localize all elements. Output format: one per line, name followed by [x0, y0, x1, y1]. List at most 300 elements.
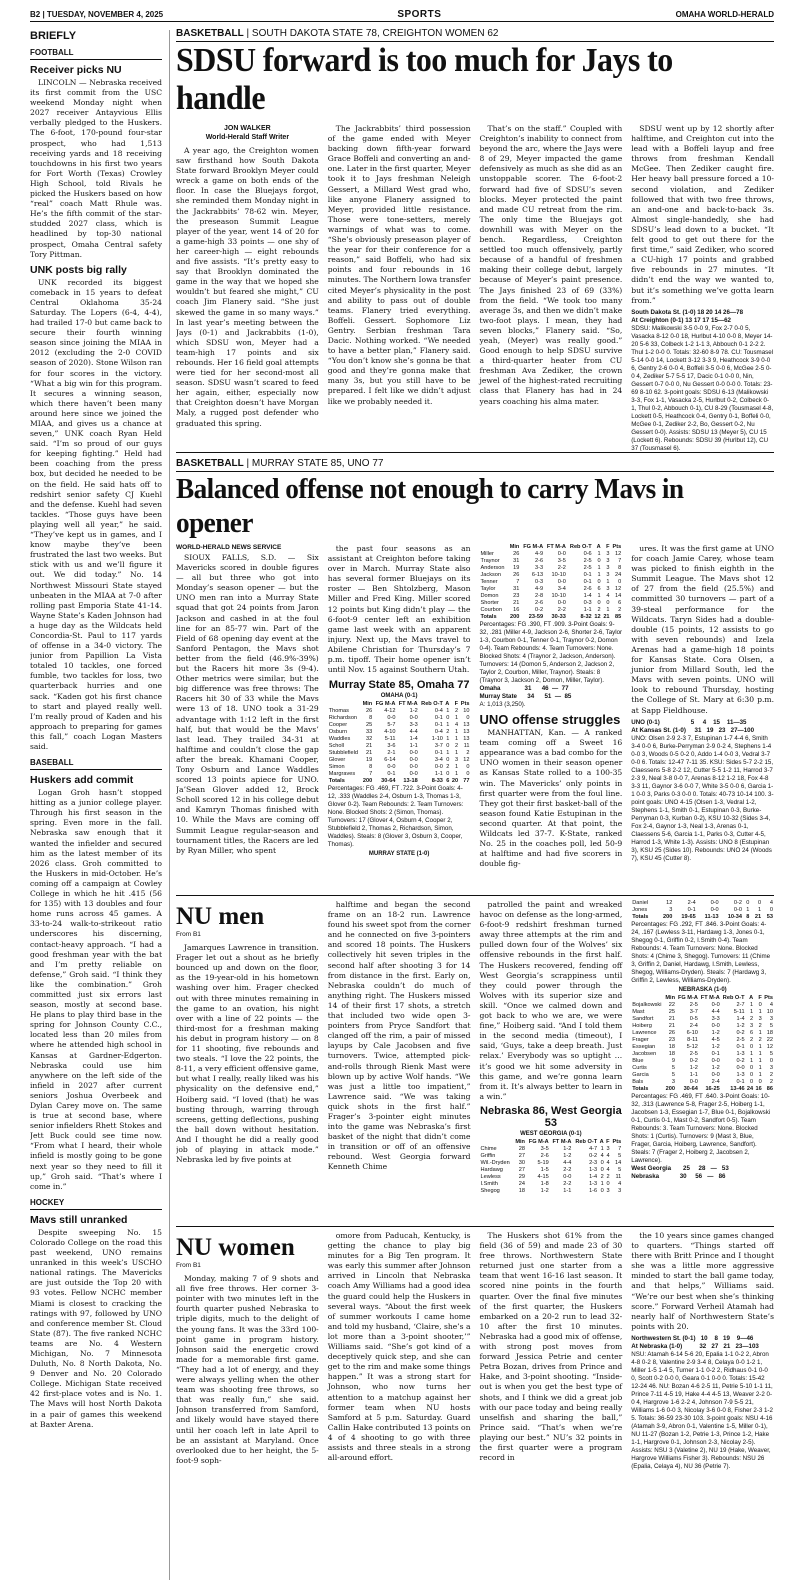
table-cell: 21 — [603, 614, 610, 620]
header-cell: Pts — [460, 701, 470, 708]
story-sdsu — [176, 28, 774, 451]
story-text: SIOUX FALLS, S.D. — Six Mavericks scored in double figures — all but three who got into Monday’s season opener — but the UNO men ran into a Murray State squad that got 24 points from Jaron Jackson and cashed in at the foul line for an 85-77 win. Part of the Field of 68 opening day event at the Sanford Pentagon, the Mavs shot better from the field (46.9%-39%) but the Racers hit more 3s (9-4). Other metrics were similar, but the big difference was free throws: The Racers hit 30 of 33 while the Mavs were 13 of 18. UNO took a 31-29 advantage with 1:12 left in the first half, but that would be the Mavs’ last lead. They trailed 34-31 at halftime and couldn’t close the gap after the break. Khamani Cooper, Tony Osburn and Lance Waddles scored 13 points apiece for UNO. Ja’Sean Glover added 12, Brock Scholl scored 12 in his college debut and Kamryn Thomas finished with 10. While the Mavs are coming off Summit League regular-season and tournament titles, the Racers are led by Ryan Miller, who spent — [176, 553, 319, 855]
table-cell: 0-3 — [583, 600, 592, 606]
table-cell: Traynor — [480, 558, 500, 564]
header-cell: F — [606, 1138, 610, 1145]
boxscore-team: NEBRASKA (1-0) — [678, 987, 727, 993]
table-cell: 1 — [597, 593, 601, 599]
story-column — [480, 900, 623, 1218]
table-cell: 2-6 — [535, 558, 544, 564]
table-cell: 0-1 — [387, 771, 396, 778]
table-cell: 2 — [769, 1079, 773, 1086]
kicker-result: | SOUTH DAKOTA STATE 78, CREIGHTON WOMEN 62 — [243, 28, 499, 39]
table-cell: 2-5 — [689, 1051, 698, 1058]
table-cell: 4 — [606, 1159, 610, 1166]
table-cell: 2 — [466, 750, 470, 757]
table-cell: 0 — [600, 1159, 604, 1166]
table-cell: 0-0 — [711, 1072, 720, 1079]
table-cell: 2-5 — [583, 558, 592, 564]
header-cell: Reb O-T — [569, 544, 592, 550]
table-row — [480, 1160, 623, 1167]
header-cell: FG M-A — [677, 995, 698, 1002]
table-cell: 3 — [769, 1016, 773, 1023]
table-cell: 4 — [769, 1002, 773, 1009]
table-cell: Taylor — [480, 586, 496, 592]
table-cell: 2-4 — [689, 1023, 698, 1030]
paper-name: OMAHA WORLD-HERALD — [675, 10, 774, 19]
header-cell: FT M-A — [552, 1138, 572, 1145]
table-cell: Bals — [632, 1079, 644, 1086]
header-cell: A — [599, 1138, 604, 1145]
table-cell: 1 — [758, 1051, 762, 1058]
table-cell: 10-10 — [551, 593, 566, 599]
table-cell: Bojalkowski — [632, 1002, 662, 1009]
table-cell: 19 — [366, 757, 373, 764]
table-cell: Margraves — [328, 771, 356, 778]
totals-row — [480, 614, 623, 621]
table-cell: Jones — [632, 907, 648, 913]
brief-body: Logan Groh hasn’t stopped hitting as a junior college player. Through his first season in the spring. Even more in the fall. Nebraska saw enough that it wanted the infielder and secured him as the latest member of its 2026 class. Groh committed to the Huskers in mid-October. He’s coming off a campaign at Cowley College in which he hit .415 (56 for 135) with 13 doubles and four home runs across 45 games. A 33-to-24 walk-to-strikeout ratio underscores his discerning, contact-heavy approach. “I had a good freshman year with the bat and I’m pretty reliable on defense,” Groh said. “I think they like the combination.” Groh committed just six errors last season, mostly at second base. He plans to play third base in the spring for Johnson County C.C., located less than 20 miles from where he attended high school in Kansas at Gardner-Edgerton. Nebraska could use him anywhere on the left side of the infield in 2027 after current seniors Joshua Overbeek and Dylan Carey move on. The same is true at second base, where senior infielders Rhett Stokes and Jett Buck could see time now. “From what I heard, their whole infield is mostly going to be gone next year so they need to fill it up,” Groh said. “That’s where I come in.” — [30, 788, 162, 1191]
table-cell: 0-1 — [736, 1079, 745, 1086]
story-column — [176, 900, 319, 1218]
table-cell: Mast — [632, 1009, 645, 1016]
table-cell: 3 — [606, 558, 610, 564]
table-cell: 5-11 — [733, 1009, 745, 1016]
baseball-section: BASEBALL — [30, 758, 162, 770]
table-cell: 0 — [446, 757, 450, 764]
box-line: UNO (0-1) 5 4 15 11—35 — [631, 718, 747, 726]
table-cell: 200 — [509, 614, 520, 620]
table-cell: 0-0 — [733, 907, 743, 913]
table-cell: 0-2 — [689, 1058, 698, 1065]
table-cell: Thomas — [328, 708, 349, 715]
table-cell: 0-2 — [736, 1058, 745, 1065]
page-header: B2 | TUESDAY, NOVEMBER 4, 2025 SPORTS OMAHA WORLD-HERALD — [30, 9, 774, 20]
table-cell: 23 — [513, 593, 520, 599]
table-cell: 0-0 — [736, 1065, 745, 1072]
table-cell: 2 — [618, 607, 622, 613]
table-cell: 1 — [750, 1058, 754, 1065]
table-cell: 21 — [668, 1016, 676, 1023]
table-cell: Jacobsen — [632, 1051, 657, 1058]
boxscore-team: MURRAY STATE (1-0) — [368, 851, 430, 858]
header-cell: Pts — [764, 995, 773, 1002]
table-cell: 22 — [668, 1002, 676, 1009]
table-row — [480, 1146, 623, 1153]
table-cell: 1-4 — [409, 736, 418, 743]
table-cell: 0 — [618, 579, 622, 585]
table-cell: 77 — [463, 778, 470, 785]
hockey-section: HOCKEY — [30, 1198, 162, 1210]
brief-headline: UNK posts big rally — [30, 263, 127, 276]
table-cell: 5 — [671, 1065, 676, 1072]
box-score-text: SDSU: Malikowski 3-5 0-0 9, Fox 2-7 0-0 5, Vasacka 8-12 0-0 18, Hurlbut 4-10 0-0 8, Meyer 14-20 5-6 33, Colbeck 1-2 1-1 3, Abbouch 0-1 2-2 2. Thul 1-2 0-0 0. Totals: 32-60 8-9 78. CU: Tousmasel 5-14 0-0 14, Lockett 3-12 3-3 9, Heathcock 3-9 0-0 6, Gentry 2-6 0-0 4, Boffeli 3-5 0-0 6, McGee 2-5 0-0 4, Zediker 5-7 5-5 17, Dacic 0-1 0-0 0, Nin, Gessert 0-7 0-0 0, Nu Gessert 0-0 0-0 0. Totals: 23-69 8-10 62. 3-point goals: SDSU 6-13 (Malikowski 3-3, Fox 1-1, Vasacka 2-5, Hurlbut 0-2, Colbeck 0-1, Thul 0-2, Abbouch 0-1), CU 8-29 (Tousmasel 4-8, Lockett 0-5, Heathcock 0-4, Gentry 0-1, Boffeli 0-0, McGee 0-1, Zediker 2-2, Bo, Gessert 0-2, Nu Gessert 0-0). Assists: SDSU 13 (Meyer 5), CU 15 (Lockett 6). Rebounds: SDSU 39 (Hurlbut 12), CU 37 (Tousmasel 6). — [631, 324, 774, 451]
table-cell: 32 — [366, 736, 373, 743]
table-row — [631, 900, 774, 907]
boxscore-table — [480, 1139, 623, 1195]
table-cell: 0 — [597, 600, 601, 606]
table-cell: 7 — [618, 558, 622, 564]
header-cell: F — [606, 544, 610, 550]
box-line: At Kansas St. (1-0) 31 19 23 27—100 — [631, 726, 755, 734]
table-cell: 0 — [597, 558, 601, 564]
table-cell: 1 — [758, 1065, 762, 1072]
table-row — [631, 1065, 774, 1072]
story-column — [328, 900, 471, 1218]
boxscore-team: OMAHA (0-1) — [380, 693, 418, 700]
table-cell: 27 — [518, 1166, 525, 1173]
table-cell: 21 — [754, 914, 762, 920]
table-cell: 3 — [606, 565, 610, 571]
score-line: Omaha 31 46 — 77 — [479, 685, 569, 692]
table-cell: 2-2 — [563, 1166, 572, 1173]
table-cell: 1 — [597, 565, 601, 571]
box-score-text: NSU: Atamah 6-14 5-6 20, Epalia 1-1 0-2 2, Abron 4-8 0-2 8, Valentine 2-9 3-4 8, Celaya 0-0 1-2 1, Miller 1-5 1-4 5, Turner 1-1 0-2 2, Ridhaus 0-1 0-0 0, Scott 0-2 0-0 0, Geara 0-1 0-0 0. Totals: 15-42 12-24 46. NU: Bozan 4-6 2-5 11, Petrie 5-10 1-1 11, Prince 7-11 4-5 19, Hake 4-4 4-5 13, Weaver 2-2 0-0 4, Hargrove 1-6 2-2 4, Johnson 7-9 5-5 21, Williams 1-6 0-0 3, Nicolay 3-6 0-0 8, Fisher 2-3 1-2 5. Totals: 36-59 23-30 103. 3-point goals: NSU 4-16 (Atamah 3-9, Abron 0-1, Valentine 1-5, Miller 0-1), NU 11-27 (Bozan 1-2, Petrie 1-3, Prince 1-2, Hake 1-1, Hargrove 0-1, Johnson 2-3, Nicolay 2-5). Assists: NSU 3 (Valetine 2), NU 19 (Hake, Weaver, Hargrove Williams Fisher 3). Rebounds: NSU 26 (Epalia, Celaya 4), NU 36 (Petrie 7). — [631, 1350, 773, 1470]
table-row — [480, 1188, 623, 1195]
table-cell: 4 — [618, 1180, 622, 1187]
table-cell: 0-6 — [583, 551, 592, 557]
table-cell: 4-4 — [563, 1159, 572, 1166]
table-cell: 0-1 — [434, 715, 443, 722]
brief-body: UNK recorded its biggest comeback in 15 years to defeat Central Oklahoma 35-24 Saturday. The Lopers (6-4, 4-4), had trailed 17-0 but came back to secure their fourth winning season since joining the MIAA in 2012 (excluding the 2-0 COVID season of 2020). Stone Wilson ran for four scores in the victory. “What a big win for this program. It secures a winning season, which there haven’t been many around here since we joined the MIAA, and gives us a chance at seven,” UNK coach Ryan Held said. “I’m so proud of our guys for keeping fighting.” Held had been coaching from the press box, but decided he needed to be on the field. He said hats off to redshirt senior safety CJ Kuehl and the defense. Kuehl had seven tackles. “Those guys have been playing well all year,” he said. “They’ve kept us in games, and I know maybe they’ve been frustrated the last two weeks. But stick with us and we’ll figure it out. We did today.” No. 14 Northwest Missouri State stayed unbeaten in the MIAA at 7-0 after rolling past Emporia State 41-14. Wayne State’s Kaden Johnson had a huge day as the Wildcats held Concordia-St. Paul to 117 yards of offense in a 34-0 victory. The junior from Papillion La Vista totaled 10 tackles, one forced fumble, two tackles for loss, two quarterback hurries and one sack. “Kaden got his first chance to start and played really well. I’m really proud of Kaden and his approach to preparing for games this fall,” coach Logan Masters said. — [30, 277, 162, 751]
table-row — [480, 551, 623, 558]
table-cell: 0-3 — [535, 579, 544, 585]
table-cell: 3 — [618, 1187, 622, 1194]
score-line: Murray State 34 51 — 85 — [479, 693, 572, 700]
table-cell: 21 — [366, 750, 373, 757]
boxscore-header-row — [328, 701, 471, 708]
table-cell: 4-10 — [384, 729, 396, 736]
table-cell: 13-18 — [403, 778, 418, 785]
table-row — [631, 1044, 774, 1051]
table-cell: 0-1 — [711, 1051, 720, 1058]
header-cell: Reb O-T — [575, 1138, 598, 1145]
table-cell: 14 — [615, 593, 622, 599]
table-cell: 0-1 — [736, 1044, 745, 1051]
table-row — [480, 607, 623, 614]
table-cell: 12 — [666, 900, 673, 906]
header-cell: Reb O-T — [722, 995, 745, 1002]
story-kicker — [176, 28, 774, 42]
table-cell: Miller — [480, 551, 494, 557]
table-cell: 0-0 — [387, 715, 396, 722]
table-cell: 3-6 — [387, 743, 396, 750]
table-cell: 4 — [769, 900, 773, 906]
table-cell: 1 — [454, 771, 459, 778]
table-row — [631, 1002, 774, 1009]
table-cell: 1 — [750, 1002, 754, 1009]
table-cell: 3-4 — [557, 586, 566, 592]
table-cell: 1 — [746, 907, 750, 913]
table-cell: 3 — [606, 572, 610, 578]
header-cell: FT M-A — [700, 995, 720, 1002]
story-text: That’s on the staff.” Coupled with Creighton’s inability to connect from beyond the arc, where the Jays were 8 of 29, Meyer impacted the game defensively as much as she did as an unstoppable scorer. The 6-foot-2 forward had five of SDSU’s seven blocks. Meyer protected the paint and made CU retreat from the rim. The only time the Bluejays got downhill was with Meyer on the bench. Regardless, Creighton settled too much offensively, partly because of a handful of freshmen making their college debut, largely because of Meyer’s paint presence. The Jays finished 23 of 69 (33%) from the field. “We took too many average 3s, and then we didn’t make two-foot plays. I mean, they had seven blocks,” Flanery said. “So, yeah, (Meyer) was really good.” Good enough to help SDSU survive a third-quarter heater from CU freshman Ava Zediker, the crown jewel of the highest-rated recruiting class that Flanery has had in 24 years coaching his alma mater. — [479, 124, 623, 406]
table-row — [328, 771, 471, 778]
table-cell: 8-32 — [580, 614, 592, 620]
table-cell: Scholl — [328, 743, 344, 750]
table-cell: 2-2 — [557, 607, 566, 613]
table-cell: 3-4 — [434, 757, 443, 764]
table-cell: 23-59 — [528, 614, 544, 620]
table-cell: 25 — [366, 722, 373, 729]
table-cell: 0 — [466, 764, 470, 771]
table-cell: Courbon — [480, 607, 502, 613]
table-cell: Shorter — [480, 600, 499, 606]
table-cell: 31 — [513, 586, 520, 592]
table-cell: 1-2 — [689, 1065, 698, 1072]
table-cell: 0-0 — [409, 750, 418, 757]
table-cell: 0 — [750, 1079, 754, 1086]
table-cell: 2-6 — [540, 1152, 549, 1159]
table-cell: 1-10 — [431, 736, 443, 743]
table-row — [631, 1051, 774, 1058]
table-cell: 1 — [454, 729, 459, 736]
table-cell: Richardson — [328, 715, 358, 722]
table-cell: 0-2 — [733, 900, 743, 906]
table-cell: 5-12 — [686, 1044, 698, 1051]
table-cell: 10 — [463, 708, 470, 715]
table-cell: 12 — [594, 614, 601, 620]
table-cell: 30-33 — [551, 614, 566, 620]
table-cell: 2-2 — [563, 1180, 572, 1187]
table-cell: 21 — [668, 1023, 676, 1030]
table-cell: 3-3 — [409, 722, 418, 729]
table-cell: 0-1 — [434, 722, 443, 729]
header-cell: F — [758, 995, 762, 1002]
table-cell: 1-2 — [711, 1065, 720, 1072]
table-row — [328, 722, 471, 729]
table-cell: 4-12 — [384, 708, 396, 715]
table-cell: 13 — [463, 729, 470, 736]
table-cell: 10-34 — [727, 914, 743, 920]
table-cell: 2 — [750, 1016, 754, 1023]
table-cell: 1-4 — [583, 593, 592, 599]
table-cell: 3 — [606, 1187, 610, 1194]
briefly-label: BRIEFLY — [30, 30, 77, 42]
table-cell: 11 — [615, 1173, 622, 1180]
table-cell: 2 — [600, 1173, 604, 1180]
table-cell: 21 — [366, 743, 373, 750]
story-column — [176, 544, 319, 890]
boxscore-notes: Percentages: FG .390, FT .909. 3-Point Goals: 9-32, .281 (Miller 4-9, Jackson 2-6, Shorter 2-6, Taylor 1-3, Courbon 0-1, Tenner 0-1, Traynor 0-2, Domon 0-4). Team Rebounds: 4. Team Turnovers: None. Blocked Shots: 4 (Traynor 2, Jackson, Anderson). Turnovers: 14 (Domon 5, Anderson 2, Jackson 2, Taylor 2, Courbon, Miller, Traynor). Steals: 8 (Traynor 3, Jackson 2, Domon, Miller, Taylor). — [479, 621, 623, 684]
table-cell: 3 — [669, 907, 673, 913]
box-line: South Dakota St. (1-0) 18 20 14 26—78 — [631, 308, 744, 316]
table-cell: 8 — [618, 565, 622, 571]
table-cell: 1 — [758, 1009, 762, 1016]
table-cell: 13-46 — [730, 1086, 745, 1093]
boxscore-table — [631, 995, 774, 1093]
table-cell: 12 — [615, 551, 622, 557]
table-cell: 25 — [668, 1009, 676, 1016]
table-row — [631, 1009, 774, 1016]
table-cell: 5 — [671, 1072, 676, 1079]
table-cell: 1-3 — [589, 1166, 598, 1173]
header-cell: A — [445, 701, 450, 708]
story-column — [328, 544, 471, 890]
table-cell: 8-33 — [431, 778, 443, 785]
table-cell: 2-3 — [589, 1159, 598, 1166]
table-cell: 18 — [766, 1030, 773, 1037]
table-cell: 18 — [668, 1051, 676, 1058]
totals-row — [631, 1086, 774, 1093]
table-cell: 1-2 — [540, 1187, 549, 1194]
table-cell: 1 — [454, 736, 459, 743]
table-cell: 4-9 — [535, 586, 544, 592]
table-cell: 0-0 — [387, 764, 396, 771]
table-cell: 0-1 — [583, 579, 592, 585]
brief-headline: Mavs still unranked — [30, 1213, 128, 1226]
table-cell: Tenner — [480, 579, 498, 585]
table-row — [328, 715, 471, 722]
table-cell: 18 — [518, 1187, 525, 1194]
table-cell: 0 — [769, 907, 773, 913]
page-date: TUESDAY, NOVEMBER 4, 2025 — [46, 10, 164, 19]
header-cell — [480, 544, 508, 551]
score-line: Nebraska 30 56 — 86 — [631, 1173, 726, 1181]
table-cell: 0 — [606, 600, 610, 606]
table-cell: 0-0 — [409, 764, 418, 771]
table-cell: 6 — [618, 600, 622, 606]
header-cell: FT M-A — [546, 544, 566, 550]
table-cell: 30-64 — [683, 1086, 698, 1093]
table-cell: 4 — [600, 1152, 604, 1159]
table-cell: 3-3 — [535, 565, 544, 571]
section-name: SPORTS — [397, 9, 442, 20]
table-cell: 0-4 — [434, 708, 443, 715]
table-cell: 1 — [446, 736, 450, 743]
story-text: A year ago, the Creighton women saw firsthand how South Dakota State forward Brooklyn Meyer could wreck a game on both ends of the floor. In case the Bluejays forgot, she reminded them Monday night in the Jackrabbits’ 78-62 win. Meyer, the preseason Summit League player of the year, went 14 of 20 for a game-high 33 points — one shy of her career-high — eight rebounds and five assists. “It’s pretty easy to say that Brooklyn dominated the game in the way that we hoped she wouldn’t but feared she might,” CU coach Jim Flanery said. “She just skewed the game in so many ways.” In last year’s meeting between the Jays (0-1) and Jackrabbits (1-0), which SDSU won, Meyer had a team-high 17 points and six rebounds. Her 16 field goal attempts were tied for her second-most all season. SDSU wasn’t scared to feed her again, either, especially now that Creighton doesn’t have Morgan Maly, a rugged post defender who graduated this spring. — [176, 146, 319, 428]
header-cell — [631, 995, 664, 1002]
table-row — [631, 1016, 774, 1023]
table-cell: 16 — [755, 1086, 762, 1093]
header-cell: Min — [362, 701, 373, 708]
boxscore-table — [631, 900, 774, 921]
story-column — [328, 1231, 471, 1579]
table-cell: 10-10 — [551, 572, 566, 578]
table-cell: 3 — [758, 1016, 762, 1023]
table-cell: 0 — [750, 1072, 754, 1079]
table-cell: 0-1 — [434, 750, 443, 757]
table-cell: 1 — [758, 1058, 762, 1065]
header-cell: A — [749, 995, 754, 1002]
story-text: the past four seasons as an assistant at Creighton before taking over in March. Murray State also has several former Bluejays on its roster — Ben Shtolzberg, Mason Miller and Fred King. Miller scored 12 points but King didn’t play — the 6-foot-9 center left an exhibition game last week with an apparent injury. Next up, the Mavs travel to Abilene Christian for Thursday’s 7 p.m. tipoff. Their home opener isn’t until Nov. 15 against Southern Utah. — [327, 544, 471, 675]
table-cell: Griffin — [480, 1152, 496, 1159]
header-cell: Pts — [612, 1138, 622, 1145]
header-cell: FG M-A — [375, 701, 396, 708]
table-cell: 26 — [513, 572, 520, 578]
story-headline: SDSU forward is too much for Jays to handle — [176, 42, 673, 117]
table-cell: 1-3 — [736, 1051, 745, 1058]
table-cell: 19-65 — [681, 914, 696, 920]
table-cell: 5-7 — [387, 722, 396, 729]
table-cell: Totals — [480, 614, 497, 620]
table-cell: I.Smith — [480, 1180, 498, 1187]
byline: WORLD-HERALD NEWS SERVICE — [176, 544, 282, 551]
table-cell: Garcia — [632, 1072, 649, 1079]
brief-body: Despite sweeping No. 15 Colorado College on the road this past weekend, UNO remains unranked in this week’s USCHO national ratings. The Mavericks are just outside the Top 20 with 93 votes. Fellow NCHC member Miami is closest to cracking the ratings with 97, followed by UNO and conference member St. Cloud State (87). The five ranked NCHC teams are No. 4 Western Michigan, No. 7 Minnesota Duluth, No. 8 North Dakota, No. 9 Denver and No. 20 Colorado College. Michigan State received 42 first-place votes and is No. 1. The Mavs will host North Dakota in a pair of games this weekend at Baxter Arena. — [30, 1227, 162, 1429]
table-cell: 33 — [366, 729, 373, 736]
table-cell: 3-3 — [711, 1016, 720, 1023]
table-cell: Osburn — [328, 729, 348, 736]
story-column — [480, 544, 623, 890]
table-cell: 3 — [606, 551, 610, 557]
table-cell: 4 — [606, 1166, 610, 1173]
table-cell: 2 — [769, 1072, 773, 1079]
table-cell: 1-3 — [736, 1072, 745, 1079]
table-cell: 1-2 — [736, 1023, 745, 1030]
table-cell: 0-0 — [711, 1002, 720, 1009]
table-cell: 29 — [518, 1173, 525, 1180]
brief-headline: Huskers add commit — [30, 774, 134, 787]
table-cell: 0 — [466, 771, 470, 778]
table-cell: 13 — [463, 722, 470, 729]
table-cell: Frager — [632, 1037, 649, 1044]
table-cell: 3-5 — [557, 558, 566, 564]
table-cell: 0 — [446, 771, 450, 778]
table-cell: Totals — [328, 778, 345, 785]
table-cell: 2 — [750, 1037, 754, 1044]
football-section: FOOTBALL — [30, 48, 162, 60]
table-cell: Cooper — [328, 722, 348, 729]
story-text: the 10 years since games changed to quarters. “Things started off there with Britt Prince and I thought she was a little more aggressive minded to start the ball game today, and that helps,” Williams said. “We’re our best when she’s thinking score.” Forward Verheil Atamah had nearly half of Northwestern State’s points with 20. — [631, 1231, 774, 1331]
story-kicker — [176, 458, 774, 472]
table-row — [480, 586, 623, 593]
table-cell: 22 — [766, 1037, 773, 1044]
table-cell: 1-4 — [736, 1016, 745, 1023]
header-cell: Reb O-T — [421, 701, 443, 708]
box-line: At Nebraska (1-0) 32 27 21 23—103 — [631, 1342, 759, 1350]
table-cell: 1-3 — [589, 1180, 598, 1187]
table-cell: 0-0 — [710, 907, 719, 913]
header-cell: Min — [515, 1138, 525, 1145]
boxscore-title: Murray State 85, Omaha 77 — [328, 679, 470, 692]
table-row — [480, 600, 623, 607]
table-cell: 1 — [454, 715, 459, 722]
table-cell: 1-1 — [563, 1187, 572, 1194]
table-cell: 0 — [758, 900, 762, 906]
table-cell: Waddles — [328, 736, 351, 743]
table-row — [631, 1023, 774, 1030]
table-cell: 200 — [663, 914, 673, 920]
table-row — [480, 579, 623, 586]
table-cell: 0-0 — [409, 715, 418, 722]
table-cell: 0-0 — [711, 1058, 720, 1065]
header-cell: F — [454, 701, 459, 708]
table-cell: 2-5 — [689, 1002, 698, 1009]
story-column — [480, 1231, 623, 1579]
story-headline: Balanced offense not enough to carry Mavs in opener — [176, 473, 684, 539]
table-cell: 7 — [516, 579, 520, 585]
table-cell: 3 — [606, 1145, 610, 1152]
table-cell: 1-1 — [689, 1072, 698, 1079]
table-cell: 23 — [668, 1037, 676, 1044]
table-cell: 1-1 — [409, 743, 418, 750]
table-cell: 6-13 — [531, 572, 544, 578]
story-headline: NU men — [176, 903, 265, 930]
table-cell: 1 — [600, 1145, 604, 1152]
table-cell: Anderson — [480, 565, 505, 571]
table-cell: 0 — [446, 743, 450, 750]
table-cell: 16 — [513, 607, 520, 613]
story-text: omore from Paducah, Kentucky, is getting the chance to play big minutes for a Big Ten program. It was early this summer after Johnson arrived in Lincoln that Nebraska coach Amy Williams had a good idea the guard could help the Huskers in several ways. “About the first week of summer workouts I came home and told my husband, ‘Claire, she’s a lot more than a 3-point shooter,’” Williams said. “She’s got kind of a deceptively quick step, and she can get to the rim and make some things happen.” It was a strong start for Johnson, who now turns her attention to a matchup against her former team when NU hosts Samford at 5 p.m. Saturday. Guard Callin Hake contributed 13 points on 4 of 4 shooting to go with three assists and three steals in a strong all-around effort. — [327, 1231, 471, 1463]
header-cell: FT M-A — [398, 701, 418, 708]
table-cell: 1-2 — [409, 708, 418, 715]
table-cell: 1 — [600, 1180, 604, 1187]
table-cell: 3 — [606, 586, 610, 592]
table-cell: 26 — [668, 1030, 676, 1037]
table-cell: 27 — [518, 1152, 525, 1159]
boxscore-notes: Percentages: FG .469, FT .640. 3-Point Goals: 10-32, .313 (Lawrence 5-8, Frager 2-5, Hoiberg 1-1, Jacobsen 1-3, Essegian 1-7, Blue 0-1, Bojalkowski 0-1, Curtis 0-1, Mast 0-2, Sandfort 0-5). Team Rebounds: 3. Team Turnovers: None. Blocked Shots: 1 (Curtis). Turnovers: 9 (Mast 3, Blue, Frager, Garcia, Hoiberg, Lawrence, Sandfort). Steals: 7 (Frager 2, Hoiberg 2, Jacobsen 2, Lawrence). — [631, 1093, 771, 1165]
